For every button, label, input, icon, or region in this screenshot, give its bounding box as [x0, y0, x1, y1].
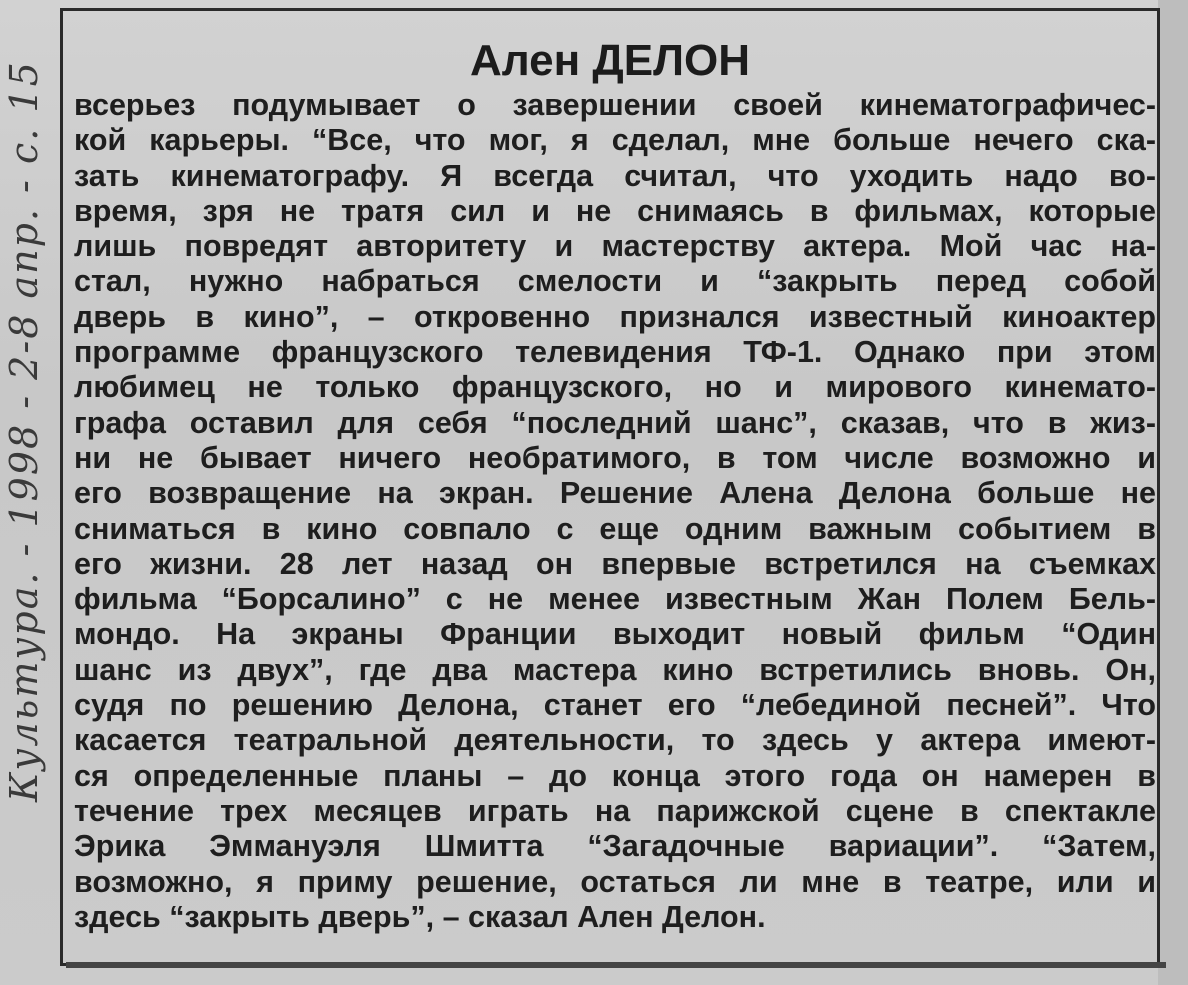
article-line: Эрика Эммануэля Шмитта “Загадочные вариации”. “Затем,: [74, 829, 1156, 864]
article-line: стал, нужно набраться смелости и “закрыть перед собой: [74, 264, 1156, 299]
article-line: здесь “закрыть дверь”, – сказал Ален Делон.: [74, 899, 766, 934]
article-body: [74, 88, 1156, 935]
article-title: Ален ДЕЛОН: [470, 36, 750, 85]
article-line: кой карьеры. “Все, что мог, я сделал, мне больше нечего ска-: [74, 123, 1156, 158]
article-line: его возвращение на экран. Решение Алена Делона больше не: [74, 476, 1156, 511]
article-line: ни не бывает ничего необратимого, в том числе возможно и: [74, 440, 1156, 475]
article-line: судя по решению Делона, станет его “лебединой песней”. Что: [74, 688, 1156, 723]
article-line: сниматься в кино совпало с еще одним важным событием в: [74, 511, 1156, 546]
article-line: течение трех месяцев играть на парижской сцене в спектакле: [74, 793, 1156, 828]
article-line: любимец не только французского, но и мирового кинемато-: [74, 370, 1156, 405]
page-edge: [1158, 0, 1188, 985]
article-line: зать кинематографу. Я всегда считал, что уходить надо во-: [74, 158, 1156, 193]
article-line: дверь в кино”, – откровенно признался известный киноактер: [74, 299, 1156, 334]
article-line: ся определенные планы – до конца этого года он намерен в: [74, 758, 1156, 793]
article-line: его жизни. 28 лет назад он впервые встретился на съемках: [74, 546, 1156, 581]
article-line: графа оставил для себя “последний шанс”, сказав, что в жиз-: [74, 405, 1156, 440]
article-line: всерьез подумывает о завершении своей кинематографичес-: [74, 88, 1156, 122]
article-line: касается театральной деятельности, то здесь у актера имеют-: [74, 723, 1156, 758]
handwritten-source-note: Культура. - 1998 - 2-8 апр. - с. 15: [2, 60, 46, 802]
article-line: шанс из двух”, где два мастера кино встретились вновь. Он,: [74, 652, 1156, 687]
article-line: мондо. На экраны Франции выходит новый фильм “Один: [74, 617, 1156, 652]
frame-shadow: [66, 962, 1166, 968]
article-line: программе французского телевидения ТФ-1. Однако при этом: [74, 335, 1156, 370]
article-line: возможно, я приму решение, остаться ли мне в театре, или и: [74, 864, 1156, 899]
article-line: лишь повредят авторитету и мастерству актера. Мой час на-: [74, 229, 1156, 264]
article-line: фильма “Борсалино” с не менее известным Жан Полем Бель-: [74, 582, 1156, 617]
article-line: время, зря не тратя сил и не снимаясь в фильмах, которые: [74, 193, 1156, 228]
